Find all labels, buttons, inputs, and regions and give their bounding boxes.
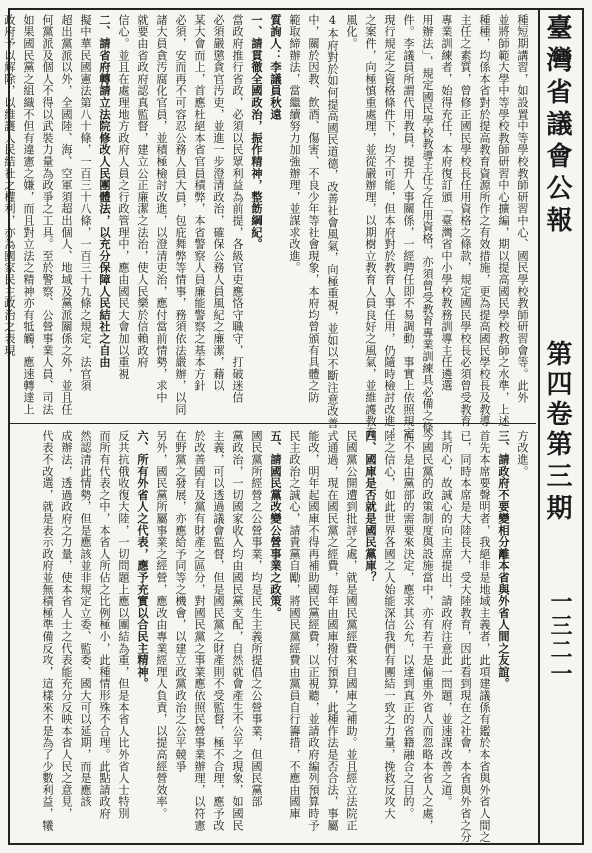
text-column: 如果國民黨之組織不但有違憲之嫌，而且對立法之精神亦有牴觸，應速轉達上 xyxy=(22,14,35,416)
text-column: 四、國庫是否就是國民黨庫？ xyxy=(364,430,378,584)
text-column: 式通過，現在國民黨之經費，每年由國庫撥付預算，此種作法是否合法，事屬 xyxy=(326,430,339,832)
upper-text-block xyxy=(3,14,532,439)
text-column: 五、請國民黨改變公營事業之政策。 xyxy=(269,430,283,619)
text-column: 中，關於因教、飲酒、傷害、不良少年等社會現象，本府均曾頒有具體之防 xyxy=(307,14,320,404)
text-column: 質詢人：李議員秋遠 xyxy=(269,14,283,121)
text-column: 今國民黨的政策制度與設施當中，亦有若干是偏重外省人而忽略本省人之處， xyxy=(421,430,434,832)
text-column: 而所有代表之中，本省人所佔之比例極小，此種情形殊不合理。此點請政府 xyxy=(98,430,111,820)
text-column: 二、請省府轉請立法院修改人民團體法，以充分保障人民結社之自由 xyxy=(98,14,112,368)
text-column: 而不是由黨部的需要來決定，應求其公允，以達到真正的省籍融合之目的。 xyxy=(402,430,415,820)
text-column: 範取締辦法，當繼續努力加強辦理，並謀求改進。 xyxy=(288,14,301,274)
text-column: 然認清此情勢，但是應該並非規定立委、監委、國大可以延期，而是應該 xyxy=(79,430,92,808)
text-column: 主任之素質，曾修正國民學校長任用資格之條款，規定國民學校長必須曾受教育 xyxy=(459,14,472,427)
section-divider xyxy=(10,423,536,424)
text-column: 黨政治，一切國家收入均由國民黨支配，自然就會產生不公平之現象，如國民 xyxy=(231,430,244,832)
text-column: 之案件，向極慎重處理，並從嚴辦理，以期樹立教育人員良好之風氣，並維護教育 xyxy=(364,14,377,439)
text-column: 擬中華民國憲法第八十條，一百三十八條，一百三十九條之規定，法官須 xyxy=(79,14,92,392)
text-column: 就要由省政府認真監督，建立公正廉潔之法治，使人民樂於信賴政府 xyxy=(136,14,149,368)
text-column: 代表不改選，就是表示政府並無積極準備反攻，這樣來不是為了少數利益，犧 xyxy=(41,430,54,832)
text-column: 國民黨所經營之公營事業，均是民生主義所提倡之公營事業，但國民黨部 xyxy=(250,430,263,808)
text-column: 六、所有外省人之代表，應予充實以合民主精神。 xyxy=(136,430,150,690)
text-column: 政府予以解除，以維護人民結社之權利，亦為國家民主政治之表現 xyxy=(3,14,16,357)
text-column: 並將師範大學中等學校教師研習中心擴編，期以提高國民學校教師之水準，上述 xyxy=(497,14,510,427)
text-column: 主義，可以透過議會監督，但是國民黨之財產則不受監督，極不合理，應予改 xyxy=(212,430,225,832)
text-column: 方改進。 xyxy=(516,430,529,478)
text-column: 反共抗俄收復大陸，一切問題上應以團結為重，但是本省人比外省人士特別 xyxy=(117,430,130,820)
text-column: 已，同時本席是大陸長大，受大陸教育，因此看到現在之社會，本省與外省之分 xyxy=(459,430,472,843)
text-column: 風化。 xyxy=(345,14,358,50)
text-column: 陸之信心，如此世界各國之人始能深信我們有團結一致之力量，挽救反攻大 xyxy=(383,430,396,820)
text-column: 何黨派及個人不得以武裝力量為政爭之工具。至於警察、公營事業人員、司法 xyxy=(41,14,54,416)
text-column: 當政府推行省政，必須以民眾利益為前提，各級官吏應恪守職守，打破迷信 xyxy=(231,14,244,404)
text-column: 諸大員貪汚腐化官員，並積極檢討改進，以澄清吏治，應付當前情勢，求中 xyxy=(155,14,168,404)
text-column: 4本府對於如何提高國民道德，改善社會風氣，向極重視，並如以不斷注意改善 xyxy=(326,14,339,429)
text-column: 民國黨公開遭到批評之處，就是國民黨經費來自國庫之補助。並且經立法院正 xyxy=(345,430,358,832)
issue-label: 第三期 xyxy=(542,430,572,526)
gazette-title: 臺灣省議會公報 xyxy=(542,14,572,238)
text-column: 於改善國有及黨有財產之區分，對國民黨之事業應依照民營事業辦理，以符憲 xyxy=(193,430,206,832)
volume-label: 第四卷 xyxy=(542,340,572,430)
text-column: 信心。並且在處理地方政府人員之行政管理中，應由國民大會加以重視 xyxy=(117,14,130,380)
text-column: 專業訓練者，始得充任，本府復訂頒「臺灣省中小學校教務訓導主任遴選 xyxy=(440,14,453,392)
text-column: 某大會而上，首應杜絕本省官員積弊，本省警察人員廉能警察之基本方針 xyxy=(193,14,206,392)
text-column: 能改，明年起國庫不得再補助國民黨經費，以正視聽，並請政府編列預算時予 xyxy=(307,430,320,832)
text-column: 首先本席要聲明者，我絕非是地域主義者，此項建議係有鑑於本省與外省人間之 xyxy=(478,430,491,843)
page-number: 一三二一 xyxy=(547,590,573,686)
text-column: 用辦法」，規定國民學校教導主任之任用資格，亦須曾受教育專業訓練具必備之條 xyxy=(421,14,434,434)
text-column: 現行規定之資格條件下，均不可能，但本府對於教育人事任用，仍隨時檢討改進， xyxy=(383,14,396,439)
text-column: 種短期講習，如設置中等學校教師研習中心、國民學校教師研習會等。此外 xyxy=(516,14,529,404)
text-column: 在野黨之發展，亦應給予同等之機會，以建立政黨政治之公平競爭 xyxy=(174,430,187,773)
text-column: 成辦法，透過政府之力量，使本省人士之代表能充分反映本省人民之意見， xyxy=(60,430,73,820)
text-column: 另外，國民黨所屬事業之經營，應改由專業經理人負責，以提高經營效率。 xyxy=(155,430,168,820)
text-column: 民主政治之誠心，請貴黨自勵，將國民黨經費由黨員自行籌措，不應由國庫 xyxy=(288,430,301,820)
text-column: 件。李議員所謂代用教員，提升人事關係，一經聘任即不易調動，事實上依照規定 xyxy=(402,14,415,439)
text-column: 超出黨派以外，全國陸、海、空軍須超出個人、地域及黨派關係之外，並且任 xyxy=(60,14,73,416)
text-column: 必須，安而再不可容忍公務人員大員，包庇舞弊等情事，務須依法嚴辦，以同 xyxy=(174,14,187,416)
lower-text-block xyxy=(14,430,532,843)
text-column: 種種，均係本省對於提高教育資源所作之有效措施，更為提高國民學校長及教導 xyxy=(478,14,491,427)
text-column: 三、請政府不要變相分離本省與外省人間之友誼。 xyxy=(497,430,511,690)
text-column: 必須嚴懲貪官汚吏，並進一步澄清政治，確保公務人員風紀之廉潔，藉以 xyxy=(212,14,225,392)
text-column: 其所心，故誠心的向主席提出，請政府注意此一問題，並速謀改善之道。 xyxy=(440,430,453,808)
text-column: 一、請貫徹全國政治，振作精神，整飭綱紀。 xyxy=(250,14,264,250)
